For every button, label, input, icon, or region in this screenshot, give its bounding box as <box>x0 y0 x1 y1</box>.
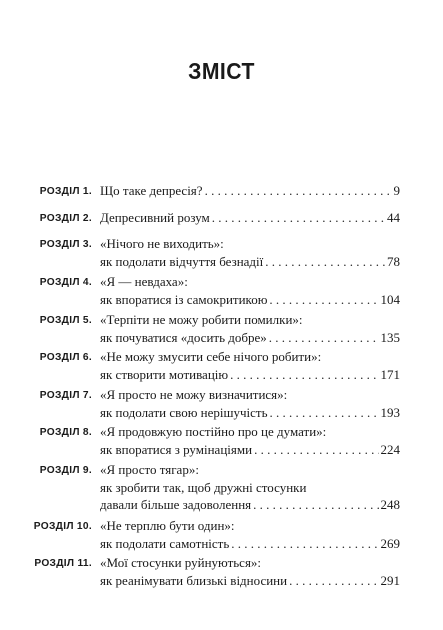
chapter-title: «Я просто не можу визначитися»: <box>100 387 288 402</box>
chapter-label: РОЗДІЛ 3. <box>39 239 92 250</box>
page-number: 193 <box>380 404 400 420</box>
chapter-label: РОЗДІЛ 11. <box>34 558 92 569</box>
page-number: 78 <box>387 253 400 269</box>
chapter-title: «Я — невдаха»: <box>100 274 188 289</box>
chapter-title: Депресивний розум <box>100 210 210 225</box>
chapter-subtitle: як впоратися із самокритикою <box>100 291 268 307</box>
chapter-label: РОЗДІЛ 8. <box>39 427 92 438</box>
dot-leader <box>231 535 378 553</box>
chapter-title: «Я продовжую постійно про це думати»: <box>100 424 327 439</box>
chapter-title: «Не терплю бути один»: <box>100 518 235 533</box>
chapter-subtitle: як впоратися з румінаціями <box>100 441 253 457</box>
dot-leader <box>253 496 378 514</box>
page-title: ЗМІСТ <box>188 58 255 84</box>
page-number: 104 <box>380 291 400 307</box>
chapter-label: РОЗДІЛ 1. <box>39 186 92 197</box>
dot-leader <box>205 182 392 200</box>
chapter-subtitle: як подолати свою нерішучість <box>100 404 268 420</box>
page-number: 224 <box>380 441 400 457</box>
dot-leader <box>265 253 385 271</box>
chapter-label: РОЗДІЛ 6. <box>39 352 92 363</box>
chapter-subtitle: як подолати відчуття безнадії <box>100 253 264 269</box>
chapter-title: «Я просто тягар»: <box>100 462 199 477</box>
chapter-subtitle: як подолати самотність <box>100 535 230 551</box>
chapter-subtitle: як почуватися «досить добре» <box>100 329 267 345</box>
chapter-title: «Нічого не виходить»: <box>100 236 224 251</box>
chapter-title: «Терпіти не можу робити помилки»: <box>100 312 303 327</box>
dot-leader <box>212 209 385 227</box>
chapter-label: РОЗДІЛ 4. <box>39 277 92 288</box>
page-number: 248 <box>380 497 400 512</box>
chapter-title: «Не можу змусити себе нічого робити»: <box>100 349 322 364</box>
chapter-subtitle: як створити мотивацію <box>100 366 229 382</box>
page-number: 135 <box>380 329 400 345</box>
dot-leader <box>289 572 378 590</box>
dot-leader <box>270 404 379 422</box>
chapter-label: РОЗДІЛ 10. <box>33 521 92 532</box>
page-number: 269 <box>380 535 400 551</box>
chapter-subtitle: як зробити так, щоб дружні стосунки <box>100 479 307 495</box>
dot-leader <box>254 441 378 459</box>
page-number: 9 <box>393 183 400 198</box>
page-number: 44 <box>387 210 400 225</box>
page-number: 171 <box>380 366 400 382</box>
dot-leader <box>230 366 378 384</box>
chapter-label: РОЗДІЛ 7. <box>39 390 92 401</box>
chapter-label: РОЗДІЛ 9. <box>39 465 92 476</box>
dot-leader <box>269 291 378 309</box>
dot-leader <box>269 329 379 347</box>
chapter-label: РОЗДІЛ 5. <box>39 315 92 326</box>
chapter-title: «Мої стосунки руйнуються»: <box>100 555 262 570</box>
chapter-subtitle-cont: давали більше задоволення <box>100 497 252 512</box>
chapter-label: РОЗДІЛ 2. <box>39 213 92 224</box>
chapter-subtitle: як реанімувати близькі відносини <box>100 572 288 588</box>
page-number: 291 <box>380 572 400 588</box>
chapter-title: Що таке депресія? <box>100 183 203 198</box>
